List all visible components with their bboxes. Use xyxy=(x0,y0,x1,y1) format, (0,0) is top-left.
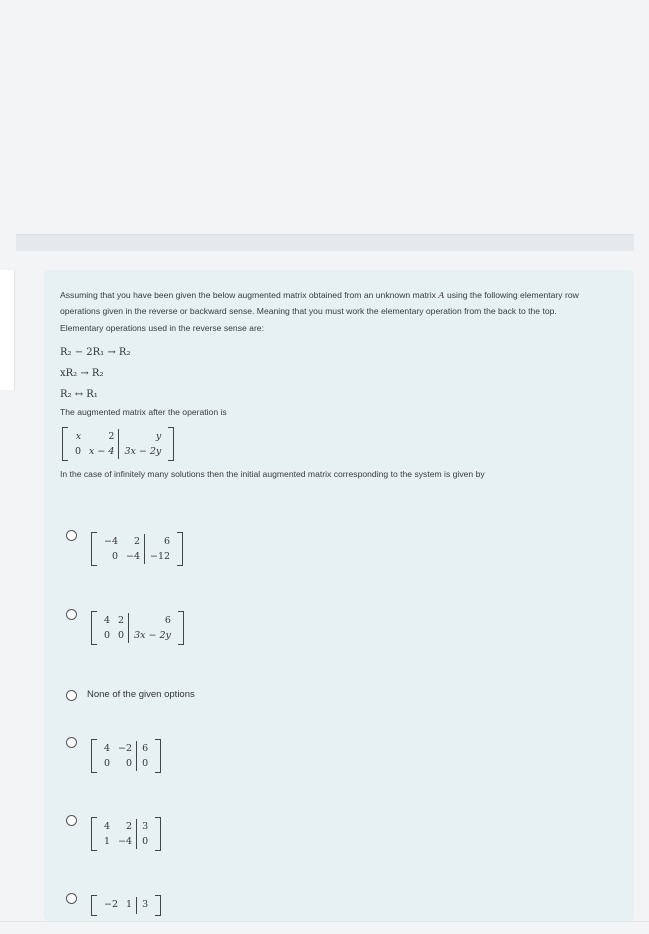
cell: 2 xyxy=(126,821,133,832)
cell xyxy=(100,912,122,914)
option-label: None of the given options xyxy=(87,689,195,700)
matrix-symbol: A xyxy=(438,291,445,301)
cell: 0 xyxy=(137,756,153,771)
question-body xyxy=(60,288,620,482)
cell: 0 xyxy=(104,758,111,769)
cell: 0 xyxy=(104,630,111,641)
option-4[interactable] xyxy=(66,739,161,773)
cell: 0 xyxy=(137,834,153,849)
option-matrix xyxy=(91,895,161,916)
cell: 4 xyxy=(104,821,111,832)
operations-list xyxy=(60,342,620,405)
cell: x xyxy=(75,431,82,442)
cell xyxy=(137,912,153,914)
cell xyxy=(122,912,137,914)
option-matrix xyxy=(91,817,161,851)
intro-text-1: Assuming that you have been given the below augmented matrix obtained from an unknown matrix xyxy=(60,290,436,300)
cell: 3x − 2y xyxy=(129,628,175,643)
cell: 2 xyxy=(133,536,141,547)
option-5[interactable] xyxy=(66,817,161,851)
cell: 2 xyxy=(118,615,125,626)
cell: 4 xyxy=(104,743,111,754)
cell: y xyxy=(119,429,165,444)
ops-heading: Elementary operations used in the reverse sense are: xyxy=(60,323,264,333)
radio-button[interactable] xyxy=(66,530,77,541)
option-1[interactable] xyxy=(66,532,183,566)
cell: 1 xyxy=(126,899,133,910)
option-2[interactable] xyxy=(66,611,184,645)
side-panel-edge xyxy=(0,270,15,390)
cell: 0 xyxy=(126,758,133,769)
cell: 2 xyxy=(108,431,115,442)
operation-3: R₂ ↔ R₁ xyxy=(60,388,98,400)
cell: −4 xyxy=(126,551,141,562)
cell: x − 4 xyxy=(89,446,115,457)
intro-text-2: using the following elementary row operations given in the reverse or backward sense. Meaning that you must work the elementary operation from the back to the top. xyxy=(60,290,579,316)
operation-1: R₂ − 2R₁ → R₂ xyxy=(60,346,131,358)
question-intro xyxy=(60,288,620,318)
option-matrix xyxy=(91,532,183,566)
question-matrix xyxy=(62,427,174,461)
option-matrix xyxy=(91,739,161,773)
option-matrix xyxy=(91,611,184,645)
cell: −2 xyxy=(118,743,133,754)
cell: −4 xyxy=(104,536,119,547)
radio-button[interactable] xyxy=(66,737,77,748)
cell: 3 xyxy=(137,819,153,834)
cell: 6 xyxy=(129,613,175,628)
cell: 3x − 2y xyxy=(119,444,165,459)
cell: −2 xyxy=(104,899,119,910)
question-card xyxy=(44,270,634,921)
cell: 1 xyxy=(104,836,111,847)
option-3[interactable] xyxy=(66,689,195,701)
cell: 0 xyxy=(111,551,119,562)
cell: 0 xyxy=(75,446,82,457)
radio-button[interactable] xyxy=(66,690,77,701)
cell: 6 xyxy=(145,534,175,549)
cell: −12 xyxy=(145,549,175,564)
bottom-edge xyxy=(0,921,649,934)
option-6[interactable] xyxy=(66,895,161,916)
radio-button[interactable] xyxy=(66,609,77,620)
cell: 3 xyxy=(137,897,153,912)
cell: 0 xyxy=(118,630,125,641)
radio-button[interactable] xyxy=(66,893,77,904)
cell: 6 xyxy=(137,741,153,756)
operation-2: xR₂ → R₂ xyxy=(60,367,104,379)
question-prompt: In the case of infinitely many solutions then the initial augmented matrix corresponding to the system is given by xyxy=(60,469,485,479)
after-operation-label: The augmented matrix after the operation is xyxy=(60,406,227,417)
top-strip xyxy=(16,234,634,251)
cell: −4 xyxy=(118,836,133,847)
radio-button[interactable] xyxy=(66,815,77,826)
cell: 4 xyxy=(104,615,111,626)
